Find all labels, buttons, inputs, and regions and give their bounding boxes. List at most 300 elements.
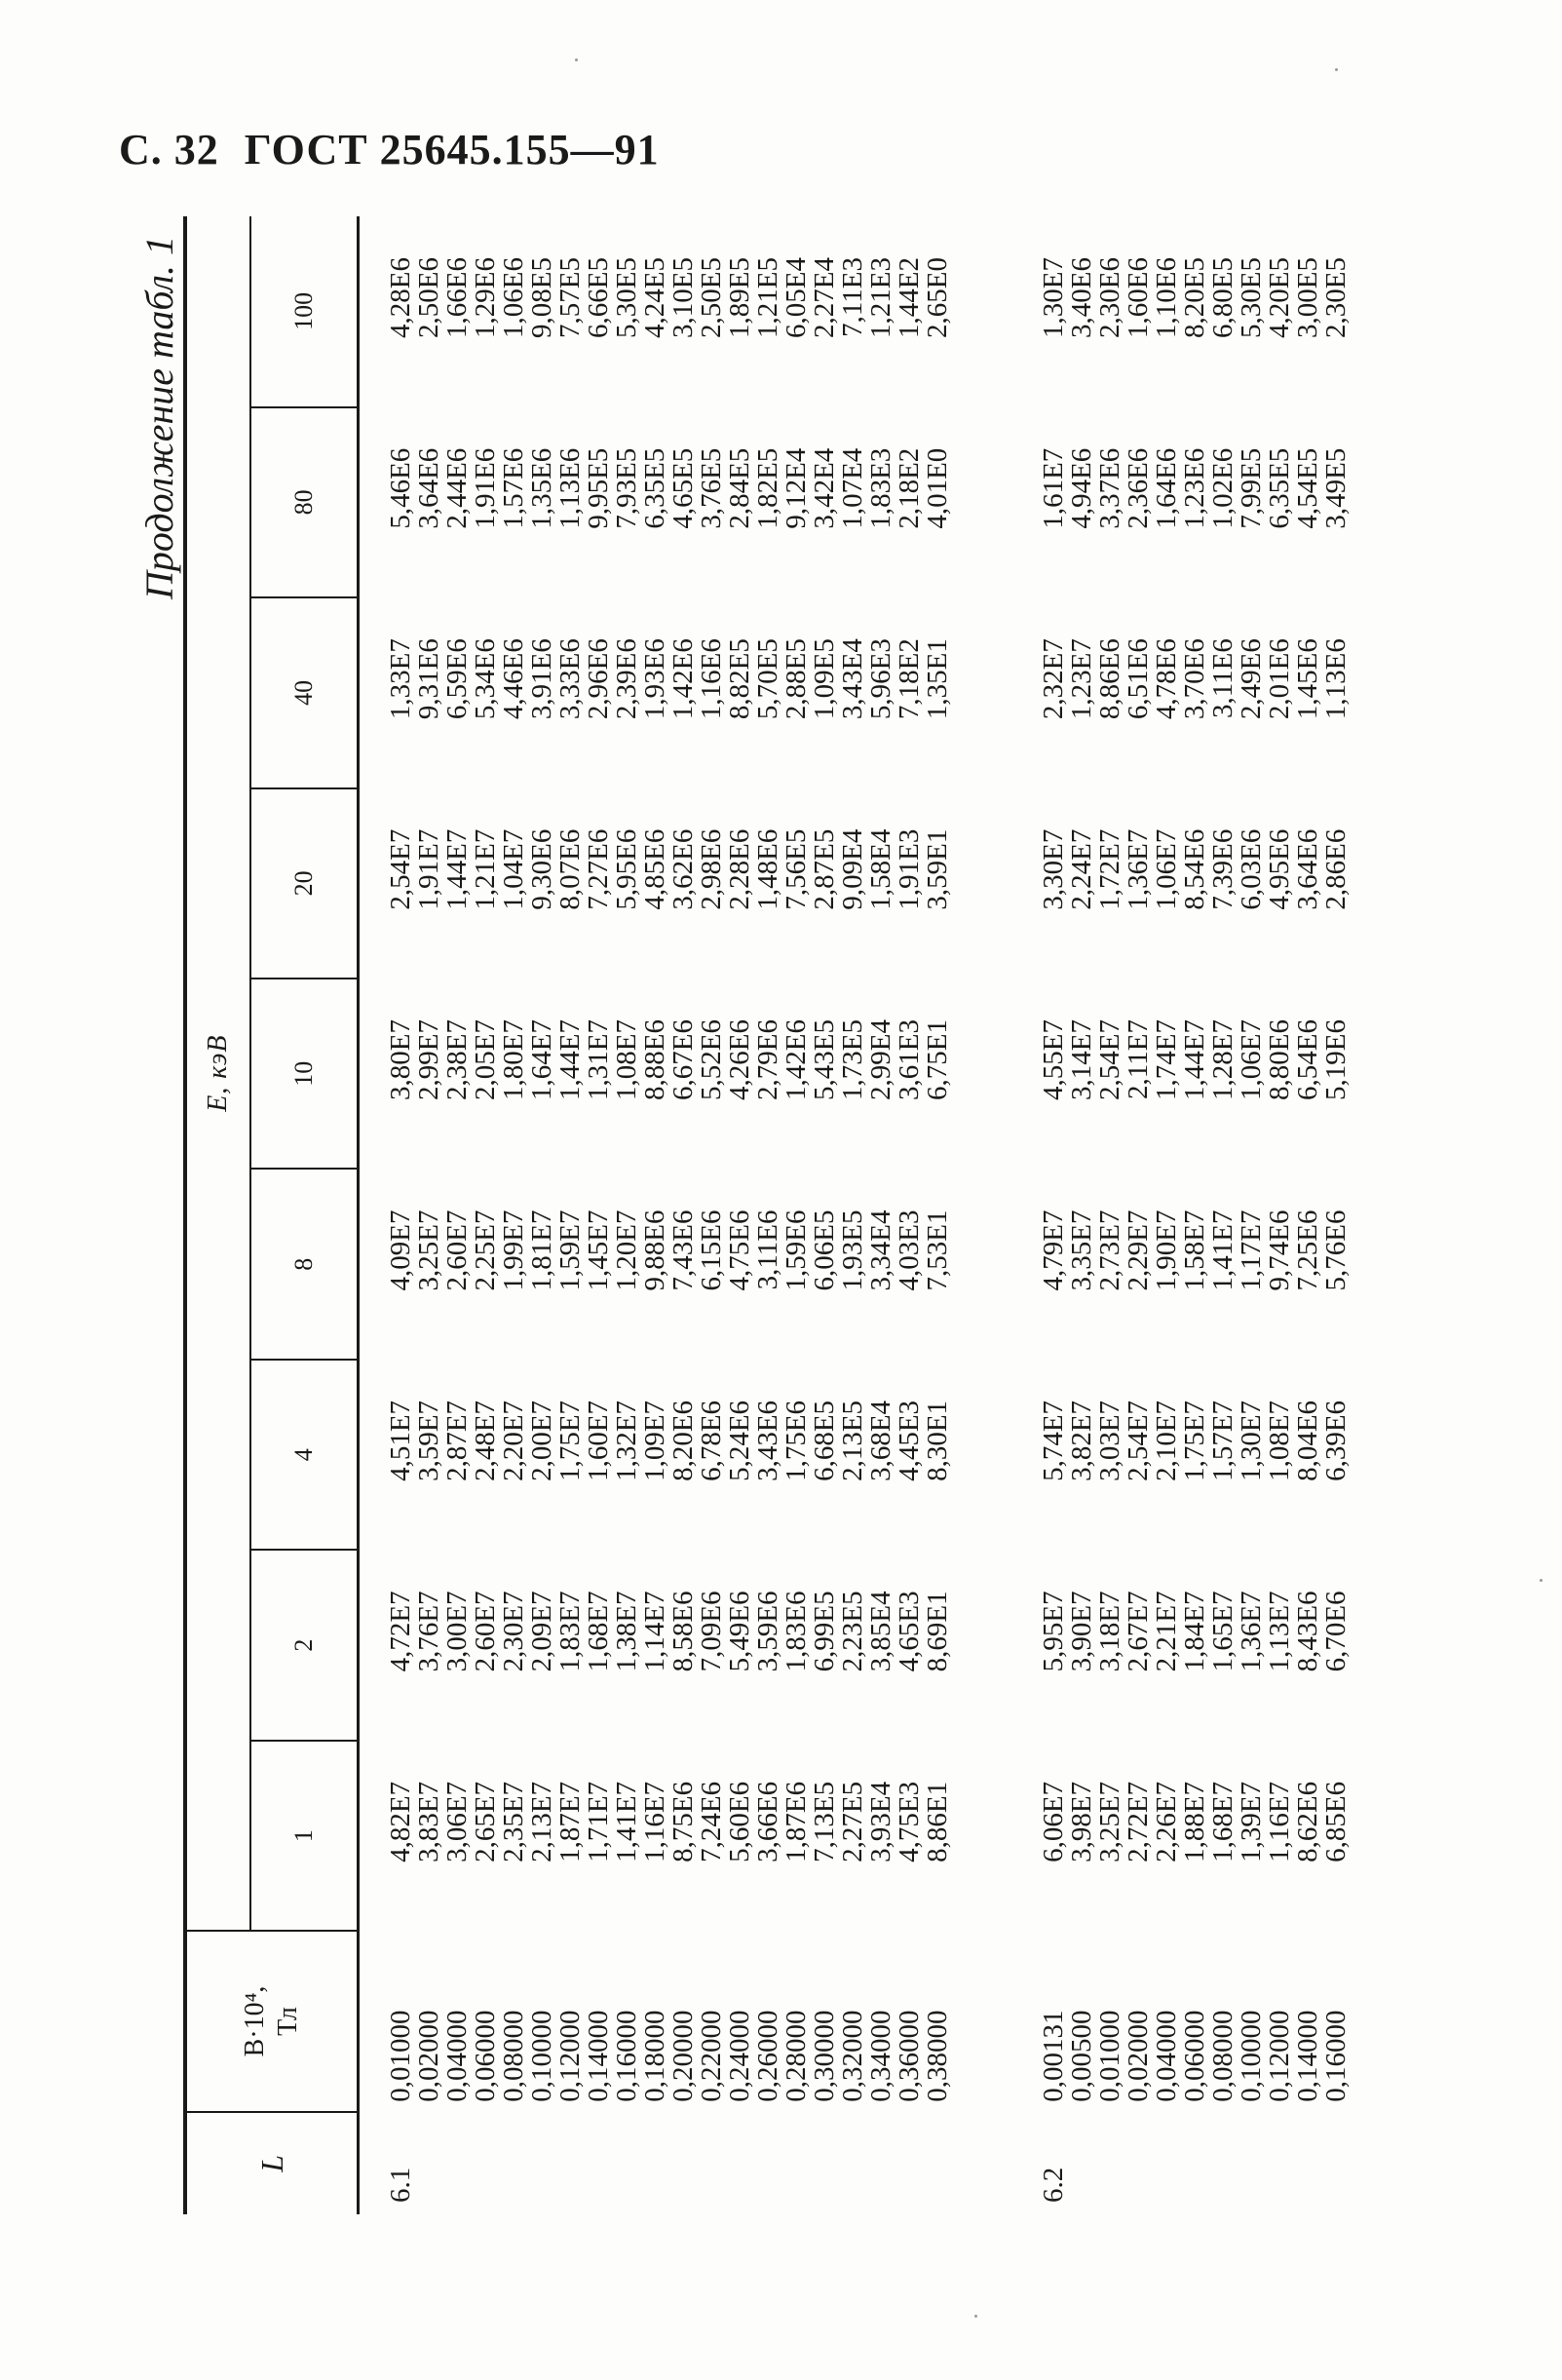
cell-value: 1,13E7 [1264,1591,1295,1672]
cell-value: 2,54E7 [385,828,416,910]
cell-value: 3,64E6 [1292,828,1323,910]
cell-value: 1,74E7 [1151,1019,1182,1101]
energy-column-header: 2 [250,1550,359,1740]
cell-value: 6,99E5 [809,1591,840,1672]
cell-value: 5,95E7 [1038,1591,1069,1672]
cell-b: 0,14000 [583,2010,614,2102]
cell-value: 6,35E5 [1264,447,1295,529]
table-row [698,216,726,2214]
cell-value: 1,31E7 [583,1019,614,1101]
cell-value: 1,91E3 [894,828,925,910]
cell-value: 5,46E6 [385,447,416,529]
cell-value: 8,07E6 [554,828,586,910]
cell-l [811,2112,839,2214]
cell-l [443,2112,472,2214]
table-row [359,216,416,2214]
cell-value: 7,11E3 [837,257,868,337]
cell-value: 1,61E7 [1038,447,1069,529]
cell-value: 1,81E7 [526,1209,557,1291]
scan-speck [1335,68,1338,71]
cell-value: 1,30E7 [1038,257,1069,338]
table-row [867,216,895,2214]
table-row [613,216,641,2214]
cell-value: 9,08E5 [526,257,557,338]
cell-b: 0,00131 [1038,2010,1069,2102]
cell-value: 5,76E6 [1320,1209,1352,1291]
cell-value: 7,27E6 [583,828,614,910]
table-row [1322,216,1351,2214]
cell-value: 4,54E5 [1292,447,1323,529]
cell-value: 1,30E7 [1236,1400,1267,1481]
cell-value: 7,53E1 [922,1209,953,1291]
cell-value: 1,16E7 [1264,1781,1295,1862]
cell-value: 1,29E6 [470,257,501,338]
table-row [1124,216,1153,2214]
cell-value: 6,59E6 [441,638,473,720]
table-row [1266,216,1294,2214]
cell-value: 2,96E6 [583,638,614,720]
cell-value: 1,87E7 [554,1781,586,1862]
energy-column-header: 40 [250,597,359,787]
cell-value: 2,49E6 [1236,638,1267,720]
cell-value: 4,79E7 [1038,1209,1069,1291]
table-row [443,216,472,2214]
cell-value: 5,60E6 [724,1781,755,1862]
cell-value: 2,21E7 [1151,1591,1182,1672]
cell-l [585,2112,613,2214]
cell-l [839,2112,867,2214]
cell-value: 2,87E5 [809,828,840,910]
cell-value: 8,58E6 [667,1591,699,1672]
cell-value: 1,82E5 [752,447,783,529]
cell-value: 4,85E6 [639,828,670,910]
table-row [1068,216,1096,2214]
cell-value: 6,67E6 [667,1019,699,1101]
cell-value: 6,06E5 [809,1209,840,1291]
cell-b: 0,34000 [865,2010,896,2102]
cell-value: 2,23E5 [837,1591,868,1672]
cell-value: 4,65E3 [894,1591,925,1672]
data-table [183,216,1351,2214]
cell-b: 0,20000 [667,2010,699,2102]
cell-value: 1,90E7 [1151,1209,1182,1291]
cell-value: 6,05E4 [781,257,812,338]
cell-value: 1,41E7 [611,1781,642,1862]
cell-value: 7,18E2 [894,638,925,720]
cell-value: 1,75E7 [1179,1400,1210,1481]
cell-value: 3,18E7 [1094,1591,1125,1672]
cell-value: 3,25E7 [413,1209,444,1291]
cell-value: 1,36E7 [1123,828,1154,910]
cell-value: 6,51E6 [1123,638,1154,720]
table-row [754,216,782,2214]
cell-value: 1,06E7 [1151,828,1182,910]
cell-b: 0,01000 [385,2010,416,2102]
energy-column-header: 80 [250,407,359,597]
cell-value: 8,88E6 [639,1019,670,1101]
cell-b: 0,18000 [639,2010,670,2102]
cell-value: 1,09E7 [639,1400,670,1481]
cell-value: 1,39E7 [1236,1781,1267,1862]
cell-l [924,2112,952,2214]
cell-value: 5,34E6 [470,638,501,720]
cell-value: 6,06E7 [1038,1781,1069,1862]
cell-value: 1,13E6 [1320,638,1352,720]
cell-l [698,2112,726,2214]
table-row [1238,216,1266,2214]
cell-value: 8,80E6 [1264,1019,1295,1101]
cell-value: 4,95E6 [1264,828,1295,910]
cell-value: 6,54E6 [1292,1019,1323,1101]
cell-value: 5,30E5 [1236,257,1267,338]
cell-value: 8,62E6 [1292,1781,1323,1862]
cell-value: 4,82E7 [385,1781,416,1862]
cell-value: 7,25E6 [1292,1209,1323,1291]
table-row [811,216,839,2214]
cell-value: 5,70E5 [752,638,783,720]
cell-value: 2,35E7 [498,1781,529,1862]
cell-value: 3,66E6 [752,1781,783,1862]
cell-value: 2,27E5 [837,1781,868,1862]
cell-b: 0,01000 [1094,2010,1125,2102]
cell-value: 4,20E5 [1264,257,1295,338]
cell-value: 4,45E3 [894,1400,925,1481]
cell-value: 1,13E6 [554,447,586,529]
cell-value: 7,13E5 [809,1781,840,1862]
cell-value: 3,43E4 [837,638,868,720]
table-row [726,216,754,2214]
table-row [585,216,613,2214]
cell-value: 9,30E6 [526,828,557,910]
cell-value: 8,75E6 [667,1781,699,1862]
cell-value: 6,66E5 [583,257,614,338]
cell-value: 3,00E5 [1292,257,1323,338]
cell-l [1266,2112,1294,2214]
cell-value: 7,39E6 [1207,828,1238,910]
cell-value: 1,41E7 [1207,1209,1238,1291]
cell-b: 0,10000 [526,2010,557,2102]
table-row [415,216,443,2214]
cell-l [415,2112,443,2214]
cell-value: 1,65E7 [1207,1591,1238,1672]
cell-b: 0,06000 [470,2010,501,2102]
cell-value: 2,50E6 [413,257,444,338]
cell-value: 1,91E7 [413,828,444,910]
cell-l: 6.1 [385,2167,416,2203]
cell-value: 2,87E7 [441,1400,473,1481]
cell-value: 2,25E7 [470,1209,501,1291]
cell-value: 4,75E3 [894,1781,925,1862]
header-l: L [185,2112,359,2214]
cell-value: 3,85E4 [865,1591,896,1672]
cell-value: 3,62E6 [667,828,699,910]
cell-value: 3,30E7 [1038,828,1069,910]
cell-value: 4,75E6 [724,1209,755,1291]
cell-value: 1,93E5 [837,1209,868,1291]
cell-value: 6,15E6 [696,1209,727,1291]
header-b-label: B·10⁴, [240,1985,271,2057]
cell-value: 1,60E6 [1123,257,1154,338]
table-row [924,216,952,2214]
cell-b: 0,32000 [837,2010,868,2102]
group-spacer [952,216,1012,2214]
cell-value: 1,20E7 [611,1209,642,1291]
cell-value: 1,60E7 [583,1400,614,1481]
cell-value: 3,49E5 [1320,447,1352,529]
cell-value: 5,96E3 [865,638,896,720]
cell-value: 1,38E7 [611,1591,642,1672]
cell-value: 4,65E5 [667,447,699,529]
energy-column-header: 4 [250,1360,359,1550]
cell-value: 3,10E5 [667,257,699,338]
cell-value: 4,72E7 [385,1591,416,1672]
cell-value: 2,86E6 [1320,828,1352,910]
cell-value: 1,91E6 [470,447,501,529]
cell-value: 6,80E5 [1207,257,1238,338]
cell-b: 0,26000 [752,2010,783,2102]
cell-value: 6,78E6 [696,1400,727,1481]
page-header [119,125,673,174]
cell-b: 0,30000 [809,2010,840,2102]
cell-b: 0,02000 [413,2010,444,2102]
cell-value: 1,06E6 [498,257,529,338]
cell-value: 2,60E7 [441,1209,473,1291]
cell-value: 1,35E6 [526,447,557,529]
cell-value: 2,99E4 [865,1019,896,1101]
cell-value: 1,07E4 [837,447,868,529]
cell-value: 1,84E7 [1179,1591,1210,1672]
group-spacer-cell [952,216,1012,2214]
table-row [1181,216,1209,2214]
cell-value: 8,04E6 [1292,1400,1323,1481]
cell-value: 1,64E6 [1151,447,1182,529]
cell-value: 9,74E6 [1264,1209,1295,1291]
cell-value: 7,93E5 [611,447,642,529]
cell-value: 2,00E7 [526,1400,557,1481]
cell-value: 1,45E6 [1292,638,1323,720]
cell-value: 3,83E7 [413,1781,444,1862]
cell-value: 4,26E6 [724,1019,755,1101]
cell-value: 2,73E7 [1094,1209,1125,1291]
cell-value: 9,95E5 [583,447,614,529]
cell-value: 2,54E7 [1123,1400,1154,1481]
cell-value: 1,44E2 [894,257,925,338]
cell-value: 2,05E7 [470,1019,501,1101]
table-row [895,216,924,2214]
cell-value: 2,79E6 [752,1019,783,1101]
cell-value: 3,68E4 [865,1400,896,1481]
cell-value: 7,56E5 [781,828,812,910]
cell-b: 0,28000 [781,2010,812,2102]
header-b [185,1931,359,2111]
cell-b: 0,14000 [1292,2010,1323,2102]
cell-value: 1,10E6 [1151,257,1182,338]
cell-value: 1,88E7 [1179,1781,1210,1862]
cell-value: 3,98E7 [1066,1781,1097,1862]
cell-value: 4,09E7 [385,1209,416,1291]
cell-value: 4,51E7 [385,1400,416,1481]
cell-value: 2,13E7 [526,1781,557,1862]
cell-value: 7,09E6 [696,1591,727,1672]
cell-value: 3,00E7 [441,1591,473,1672]
cell-value: 1,08E7 [1264,1400,1295,1481]
cell-value: 1,04E7 [498,828,529,910]
table-row [1209,216,1238,2214]
cell-value: 9,09E4 [837,828,868,910]
cell-value: 5,19E6 [1320,1019,1352,1101]
table-row [782,216,811,2214]
cell-value: 3,40E6 [1066,257,1097,338]
cell-value: 6,75E1 [922,1019,953,1101]
cell-value: 4,01E0 [922,447,953,529]
cell-value: 1,68E7 [583,1591,614,1672]
cell-value: 2,67E7 [1123,1591,1154,1672]
cell-value: 1,68E7 [1207,1781,1238,1862]
cell-value: 7,99E5 [1236,447,1267,529]
cell-value: 3,90E7 [1066,1591,1097,1672]
cell-value: 8,82E5 [724,638,755,720]
cell-value: 5,74E7 [1038,1400,1069,1481]
cell-l [613,2112,641,2214]
cell-value: 1,59E6 [781,1209,812,1291]
cell-value: 8,86E1 [922,1781,953,1862]
table-body [359,216,1352,2214]
energy-column-header: 100 [250,216,359,407]
cell-value: 2,84E5 [724,447,755,529]
cell-value: 2,27E4 [809,257,840,338]
cell-value: 3,03E7 [1094,1400,1125,1481]
cell-value: 4,03E3 [894,1209,925,1291]
cell-value: 8,20E6 [667,1400,699,1481]
standard-number: ГОСТ 25645.155—91 [244,126,660,173]
cell-value: 5,43E5 [809,1019,840,1101]
cell-value: 9,88E6 [639,1209,670,1291]
cell-value: 6,35E5 [639,447,670,529]
cell-value: 9,12E4 [781,447,812,529]
cell-value: 2,38E7 [441,1019,473,1101]
cell-value: 1,16E6 [696,638,727,720]
cell-l: 6.2 [1038,2167,1069,2203]
cell-value: 1,57E7 [1207,1400,1238,1481]
cell-l [556,2112,585,2214]
cell-value: 1,80E7 [498,1019,529,1101]
cell-b: 0,12000 [554,2010,586,2102]
cell-value: 4,94E6 [1066,447,1097,529]
cell-value: 2,26E7 [1151,1781,1182,1862]
rotated-table-block [136,216,1491,2214]
cell-value: 3,91E6 [526,638,557,720]
cell-value: 6,39E6 [1320,1400,1352,1481]
cell-value: 1,75E7 [554,1400,586,1481]
cell-value: 1,72E7 [1094,828,1125,910]
cell-value: 3,76E5 [696,447,727,529]
cell-value: 2,54E7 [1094,1019,1125,1101]
cell-l [1124,2112,1153,2214]
cell-value: 5,52E6 [696,1019,727,1101]
cell-value: 3,80E7 [385,1019,416,1101]
cell-value: 5,95E6 [611,828,642,910]
cell-b: 0,00500 [1066,2010,1097,2102]
cell-value: 2,65E7 [470,1781,501,1862]
cell-l [1238,2112,1266,2214]
cell-value: 1,44E7 [441,828,473,910]
cell-l [754,2112,782,2214]
cell-value: 3,34E4 [865,1209,896,1291]
cell-value: 8,20E5 [1179,257,1210,338]
table-row [1096,216,1124,2214]
cell-value: 1,23E6 [1179,447,1210,529]
cell-b: 0,36000 [894,2010,925,2102]
cell-value: 5,24E6 [724,1400,755,1481]
scan-speck [1540,1579,1543,1582]
cell-value: 1,66E6 [441,257,473,338]
table-row [669,216,698,2214]
header-b-unit: Тл [273,2007,303,2036]
energy-column-header: 10 [250,979,359,1169]
cell-value: 4,55E7 [1038,1019,1069,1101]
cell-value: 2,24E7 [1066,828,1097,910]
cell-value: 3,64E6 [413,447,444,529]
cell-value: 2,09E7 [526,1591,557,1672]
cell-value: 2,44E6 [441,447,473,529]
cell-value: 2,28E6 [724,828,755,910]
page-number: С. 32 [119,126,219,173]
cell-b: 0,38000 [922,2010,953,2102]
cell-l [1294,2112,1322,2214]
cell-value: 3,14E7 [1066,1019,1097,1101]
table-row [472,216,500,2214]
cell-value: 8,43E6 [1292,1591,1323,1672]
table-row [1012,216,1068,2214]
cell-value: 4,24E5 [639,257,670,338]
energy-column-header: 20 [250,788,359,979]
cell-value: 2,20E7 [498,1400,529,1481]
cell-value: 1,75E6 [781,1400,812,1481]
cell-value: 1,87E6 [781,1781,812,1862]
cell-b: 0,24000 [724,2010,755,2102]
cell-value: 3,33E6 [554,638,586,720]
cell-value: 4,46E6 [498,638,529,720]
cell-value: 1,14E7 [639,1591,670,1672]
energy-header-row [250,216,359,2214]
cell-l [472,2112,500,2214]
cell-value: 1,73E5 [837,1019,868,1101]
cell-value: 3,59E6 [752,1591,783,1672]
cell-l [1209,2112,1238,2214]
cell-value: 1,17E7 [1236,1209,1267,1291]
cell-value: 1,02E6 [1207,447,1238,529]
cell-value: 3,59E7 [413,1400,444,1481]
cell-value: 2,60E7 [470,1591,501,1672]
cell-value: 1,58E4 [865,828,896,910]
cell-l [1153,2112,1181,2214]
cell-value: 1,44E7 [1179,1019,1210,1101]
table-row [1294,216,1322,2214]
cell-value: 1,93E6 [639,638,670,720]
table-row [500,216,528,2214]
cell-value: 4,28E6 [385,257,416,338]
cell-value: 6,85E6 [1320,1781,1352,1862]
cell-b: 0,08000 [498,2010,529,2102]
cell-value: 1,57E6 [498,447,529,529]
cell-value: 3,35E7 [1066,1209,1097,1291]
cell-value: 2,88E5 [781,638,812,720]
cell-value: 4,78E6 [1151,638,1182,720]
cell-value: 1,21E7 [470,828,501,910]
cell-value: 2,50E5 [696,257,727,338]
cell-value: 2,99E7 [413,1019,444,1101]
header-energy: E, кэВ [185,216,250,1931]
